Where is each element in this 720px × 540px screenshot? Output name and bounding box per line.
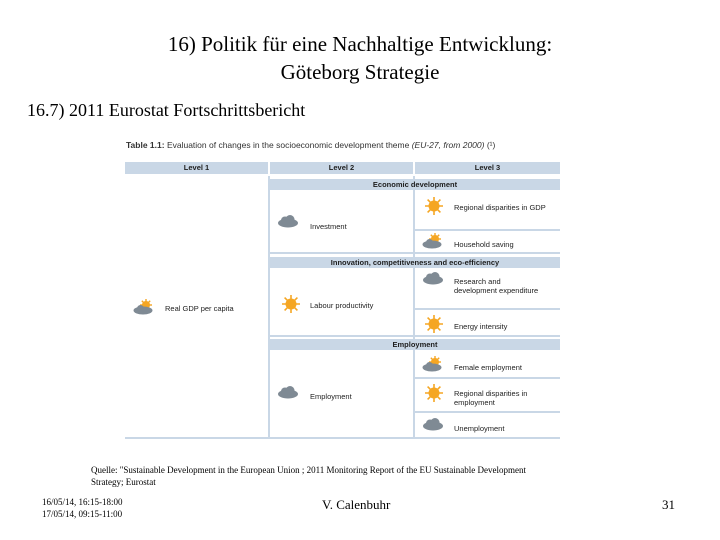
cloud-icon <box>277 214 301 230</box>
section-economic-development: Economic development <box>270 179 560 190</box>
page-number: 31 <box>662 497 675 512</box>
level2-label: Labour productivity <box>310 301 374 310</box>
slide-title-line2: Göteborg Strategie <box>280 60 440 84</box>
sun-icon <box>425 197 443 215</box>
footer-date-line2: 17/05/14, 09:15-11:00 <box>42 509 123 519</box>
row-divider <box>415 411 560 413</box>
level3-label: Household saving <box>454 240 514 249</box>
row-divider <box>415 377 560 379</box>
level2-label: Employment <box>310 392 352 401</box>
slide-title <box>0 30 720 86</box>
level3-label: Regional disparities in GDP <box>454 203 546 212</box>
footer-date-line1: 16/05/14, 16:15-18:00 <box>42 497 123 507</box>
level3-label: Regional disparities in employment <box>454 389 528 407</box>
evaluation-table <box>125 134 560 439</box>
sun-cloud-icon <box>422 356 444 374</box>
level3-label: Unemployment <box>454 424 505 433</box>
section-employment: Employment <box>270 339 560 350</box>
sun-cloud-icon <box>422 233 444 251</box>
sun-icon <box>282 295 300 313</box>
header-level-1: Level 1 <box>125 162 268 174</box>
cloud-icon <box>277 385 301 401</box>
sun-cloud-icon <box>133 299 155 317</box>
level3-label: Energy intensity <box>454 322 508 331</box>
slide-title-line1: 16) Politik für eine Nachhaltige Entwicklung: <box>167 32 553 56</box>
table-title: Table 1.1: Evaluation of changes in the socioeconomic development theme (EU-27, from 2000) (¹) <box>126 140 496 150</box>
sun-icon <box>425 315 443 333</box>
column-divider <box>268 176 270 439</box>
row-divider <box>270 335 560 337</box>
footer-author: V. Calenbuhr <box>322 497 391 512</box>
row-divider <box>270 252 560 254</box>
level3-label: Female employment <box>454 363 522 372</box>
header-level-3: Level 3 <box>415 162 560 174</box>
level3-label: Research and development expenditure <box>454 277 539 295</box>
cloud-icon <box>422 417 446 433</box>
level2-label: Investment <box>310 222 347 231</box>
sun-icon <box>425 384 443 402</box>
row-divider <box>415 229 560 231</box>
cloud-icon <box>422 271 446 287</box>
row-divider <box>415 308 560 310</box>
table-bottom-border <box>125 437 560 439</box>
slide-subtitle: 16.7) 2011 Eurostat Fortschrittsbericht <box>27 100 306 120</box>
footer-date <box>42 496 123 520</box>
header-level-2: Level 2 <box>270 162 413 174</box>
level1-label: Real GDP per capita <box>165 304 234 313</box>
section-innovation: Innovation, competitiveness and eco-efficiency <box>270 257 560 268</box>
source-caption: Quelle: "Sustainable Development in the European Union ; 2011 Monitoring Report of the EU Sustainable Development Strategy; Eurostat <box>91 465 527 487</box>
